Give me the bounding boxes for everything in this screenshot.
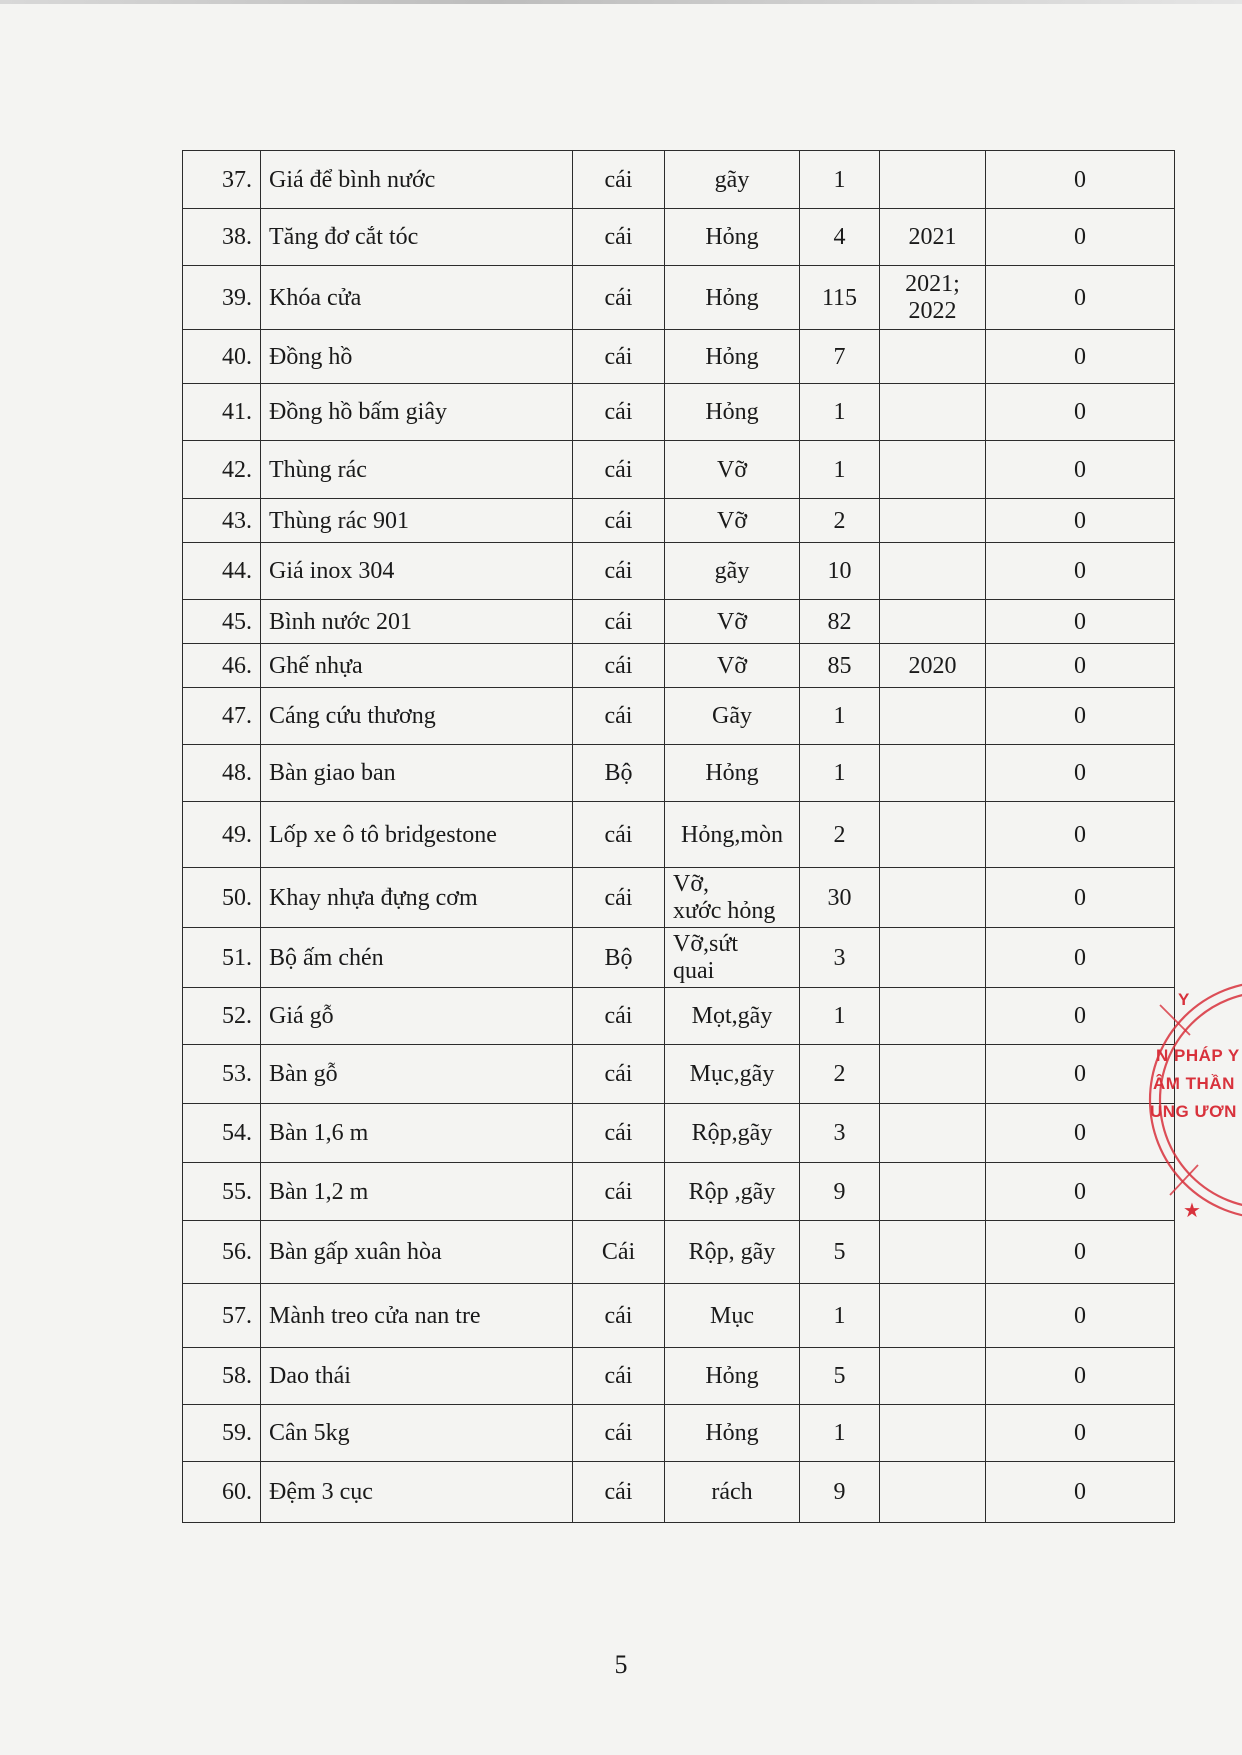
item-year	[880, 928, 986, 988]
row-number: 44.	[183, 543, 261, 600]
item-year	[880, 688, 986, 745]
table-row	[183, 745, 1175, 802]
item-unit: cái	[573, 330, 665, 384]
row-number: 51.	[183, 928, 261, 988]
inventory-table	[182, 150, 1175, 1523]
item-quantity: 9	[800, 1462, 880, 1523]
item-year: 2020	[880, 644, 986, 688]
item-condition: Rộp ,gãy	[665, 1163, 800, 1221]
table-row	[183, 868, 1175, 928]
item-unit: cái	[573, 688, 665, 745]
seal-text-4: UNG ƯƠN	[1150, 1102, 1237, 1121]
item-condition: Rộp,gãy	[665, 1104, 800, 1163]
table-row	[183, 1163, 1175, 1221]
table-row	[183, 330, 1175, 384]
item-quantity: 7	[800, 330, 880, 384]
item-value: 0	[986, 1163, 1175, 1221]
table-row	[183, 1348, 1175, 1405]
item-name: Mành treo cửa nan tre	[261, 1284, 573, 1348]
table-row	[183, 1221, 1175, 1284]
table-row	[183, 644, 1175, 688]
item-name: Dao thái	[261, 1348, 573, 1405]
item-name: Bàn 1,2 m	[261, 1163, 573, 1221]
item-year	[880, 868, 986, 928]
item-condition: Hỏng	[665, 209, 800, 266]
row-number: 42.	[183, 441, 261, 499]
table-row	[183, 441, 1175, 499]
table-row	[183, 988, 1175, 1045]
row-number: 50.	[183, 868, 261, 928]
item-value: 0	[986, 266, 1175, 330]
item-quantity: 10	[800, 543, 880, 600]
row-number: 49.	[183, 802, 261, 868]
item-value: 0	[986, 644, 1175, 688]
item-value: 0	[986, 688, 1175, 745]
item-unit: Bộ	[573, 745, 665, 802]
row-number: 43.	[183, 499, 261, 543]
item-year	[880, 1348, 986, 1405]
item-year	[880, 1163, 986, 1221]
item-quantity: 85	[800, 644, 880, 688]
item-value: 0	[986, 802, 1175, 868]
item-quantity: 1	[800, 1405, 880, 1462]
table-row	[183, 209, 1175, 266]
item-name: Bàn giao ban	[261, 745, 573, 802]
item-year	[880, 600, 986, 644]
item-value: 0	[986, 1405, 1175, 1462]
item-value: 0	[986, 499, 1175, 543]
item-quantity: 1	[800, 745, 880, 802]
row-number: 55.	[183, 1163, 261, 1221]
item-condition: Mọt,gãy	[665, 988, 800, 1045]
item-value: 0	[986, 209, 1175, 266]
item-name: Đệm 3 cục	[261, 1462, 573, 1523]
item-value: 0	[986, 1462, 1175, 1523]
item-year	[880, 802, 986, 868]
item-quantity: 1	[800, 688, 880, 745]
item-unit: cái	[573, 151, 665, 209]
item-unit: cái	[573, 1405, 665, 1462]
item-name: Bàn 1,6 m	[261, 1104, 573, 1163]
table-row	[183, 266, 1175, 330]
item-condition: Vỡ	[665, 600, 800, 644]
item-condition: gãy	[665, 543, 800, 600]
item-year	[880, 745, 986, 802]
item-condition: Hỏng	[665, 1405, 800, 1462]
item-unit: cái	[573, 644, 665, 688]
row-number: 54.	[183, 1104, 261, 1163]
table-row	[183, 384, 1175, 441]
item-unit: cái	[573, 1348, 665, 1405]
row-number: 56.	[183, 1221, 261, 1284]
row-number: 59.	[183, 1405, 261, 1462]
item-quantity: 5	[800, 1348, 880, 1405]
item-unit: cái	[573, 384, 665, 441]
item-name: Bình nước 201	[261, 600, 573, 644]
item-year	[880, 1104, 986, 1163]
item-year	[880, 543, 986, 600]
item-condition: Hỏng	[665, 1348, 800, 1405]
item-unit: Cái	[573, 1221, 665, 1284]
item-name: Khay nhựa đựng cơm	[261, 868, 573, 928]
item-unit: cái	[573, 988, 665, 1045]
item-quantity: 2	[800, 802, 880, 868]
item-condition: Hỏng	[665, 330, 800, 384]
item-name: Thùng rác	[261, 441, 573, 499]
item-name: Bộ ấm chén	[261, 928, 573, 988]
item-unit: cái	[573, 1104, 665, 1163]
item-year	[880, 1462, 986, 1523]
row-number: 38.	[183, 209, 261, 266]
item-value: 0	[986, 1221, 1175, 1284]
item-condition: Rộp, gãy	[665, 1221, 800, 1284]
item-name: Thùng rác 901	[261, 499, 573, 543]
item-name: Giá inox 304	[261, 543, 573, 600]
item-condition-text: Vỡ, xước hỏng	[673, 870, 776, 924]
item-condition: Vỡ	[665, 441, 800, 499]
row-number: 52.	[183, 988, 261, 1045]
item-year	[880, 1221, 986, 1284]
table-row	[183, 1045, 1175, 1104]
item-value: 0	[986, 330, 1175, 384]
item-condition: rách	[665, 1462, 800, 1523]
item-quantity: 1	[800, 988, 880, 1045]
item-unit: cái	[573, 1045, 665, 1104]
item-quantity: 115	[800, 266, 880, 330]
table-row	[183, 600, 1175, 644]
item-name: Giá để bình nước	[261, 151, 573, 209]
item-condition: Mục	[665, 1284, 800, 1348]
item-quantity: 82	[800, 600, 880, 644]
item-unit: cái	[573, 209, 665, 266]
item-name: Khóa cửa	[261, 266, 573, 330]
item-unit: cái	[573, 1163, 665, 1221]
row-number: 53.	[183, 1045, 261, 1104]
item-value: 0	[986, 988, 1175, 1045]
item-unit: cái	[573, 441, 665, 499]
item-name: Giá gỗ	[261, 988, 573, 1045]
item-name: Đồng hồ bấm giây	[261, 384, 573, 441]
item-unit: cái	[573, 266, 665, 330]
item-condition	[665, 928, 800, 988]
item-name: Bàn gấp xuân hòa	[261, 1221, 573, 1284]
item-unit: cái	[573, 1462, 665, 1523]
item-quantity: 4	[800, 209, 880, 266]
item-condition: Mục,gãy	[665, 1045, 800, 1104]
row-number: 39.	[183, 266, 261, 330]
item-unit: cái	[573, 868, 665, 928]
row-number: 58.	[183, 1348, 261, 1405]
row-number: 57.	[183, 1284, 261, 1348]
item-year: 2021	[880, 209, 986, 266]
seal-text-3: ÂM THẦN	[1153, 1074, 1235, 1093]
item-unit: cái	[573, 600, 665, 644]
item-name: Đồng hồ	[261, 330, 573, 384]
row-number: 41.	[183, 384, 261, 441]
item-condition: Vỡ	[665, 644, 800, 688]
row-number: 46.	[183, 644, 261, 688]
item-unit: cái	[573, 802, 665, 868]
seal-text-1: Y	[1178, 990, 1190, 1009]
item-year	[880, 384, 986, 441]
item-name: Cân 5kg	[261, 1405, 573, 1462]
item-quantity: 2	[800, 1045, 880, 1104]
page-top-edge	[0, 0, 1242, 4]
item-quantity: 1	[800, 441, 880, 499]
item-value: 0	[986, 151, 1175, 209]
item-value: 0	[986, 543, 1175, 600]
item-name: Lốp xe ô tô bridgestone	[261, 802, 573, 868]
item-year	[880, 988, 986, 1045]
row-number: 47.	[183, 688, 261, 745]
item-name: Cáng cứu thương	[261, 688, 573, 745]
item-value: 0	[986, 600, 1175, 644]
table-row	[183, 928, 1175, 988]
inventory-table-body	[183, 151, 1175, 1523]
item-condition: Hỏng	[665, 266, 800, 330]
row-number: 48.	[183, 745, 261, 802]
item-condition: gãy	[665, 151, 800, 209]
page-number: 5	[614, 1650, 628, 1679]
item-value: 0	[986, 1045, 1175, 1104]
table-row	[183, 1284, 1175, 1348]
item-year	[880, 151, 986, 209]
item-value: 0	[986, 868, 1175, 928]
table-row	[183, 802, 1175, 868]
item-quantity: 3	[800, 928, 880, 988]
table-row	[183, 1104, 1175, 1163]
item-year	[880, 1045, 986, 1104]
item-name: Tăng đơ cắt tóc	[261, 209, 573, 266]
item-year	[880, 441, 986, 499]
table-row	[183, 688, 1175, 745]
table-row	[183, 499, 1175, 543]
seal-text-2: N PHÁP Y	[1156, 1046, 1240, 1065]
item-year	[880, 1405, 986, 1462]
item-quantity: 1	[800, 151, 880, 209]
item-unit: cái	[573, 543, 665, 600]
item-value: 0	[986, 928, 1175, 988]
table-row	[183, 1462, 1175, 1523]
item-name: Bàn gỗ	[261, 1045, 573, 1104]
item-quantity: 1	[800, 384, 880, 441]
item-condition: Vỡ	[665, 499, 800, 543]
item-value: 0	[986, 384, 1175, 441]
item-year	[880, 330, 986, 384]
item-year	[880, 266, 986, 330]
item-year	[880, 499, 986, 543]
item-condition: Hỏng	[665, 384, 800, 441]
item-value: 0	[986, 1284, 1175, 1348]
item-quantity: 1	[800, 1284, 880, 1348]
item-condition: Hỏng,mòn	[665, 802, 800, 868]
item-condition: Gãy	[665, 688, 800, 745]
table-row	[183, 151, 1175, 209]
item-value: 0	[986, 1104, 1175, 1163]
row-number: 40.	[183, 330, 261, 384]
item-unit: cái	[573, 1284, 665, 1348]
item-year-text: 2021; 2022	[905, 270, 960, 324]
item-name: Ghế nhựa	[261, 644, 573, 688]
item-quantity: 30	[800, 868, 880, 928]
item-value: 0	[986, 441, 1175, 499]
item-quantity: 3	[800, 1104, 880, 1163]
item-condition	[665, 868, 800, 928]
row-number: 60.	[183, 1462, 261, 1523]
item-quantity: 5	[800, 1221, 880, 1284]
item-condition-text: Vỡ,sứt quai	[673, 930, 739, 984]
item-quantity: 9	[800, 1163, 880, 1221]
table-row	[183, 543, 1175, 600]
item-value: 0	[986, 745, 1175, 802]
item-year	[880, 1284, 986, 1348]
item-condition: Hỏng	[665, 745, 800, 802]
seal-star-icon: ★	[1183, 1200, 1202, 1222]
item-unit: cái	[573, 499, 665, 543]
official-seal	[1140, 975, 1242, 1225]
seal-ring-icon	[1140, 975, 1242, 1225]
row-number: 45.	[183, 600, 261, 644]
item-unit: Bộ	[573, 928, 665, 988]
table-row	[183, 1405, 1175, 1462]
item-value: 0	[986, 1348, 1175, 1405]
item-quantity: 2	[800, 499, 880, 543]
row-number: 37.	[183, 151, 261, 209]
